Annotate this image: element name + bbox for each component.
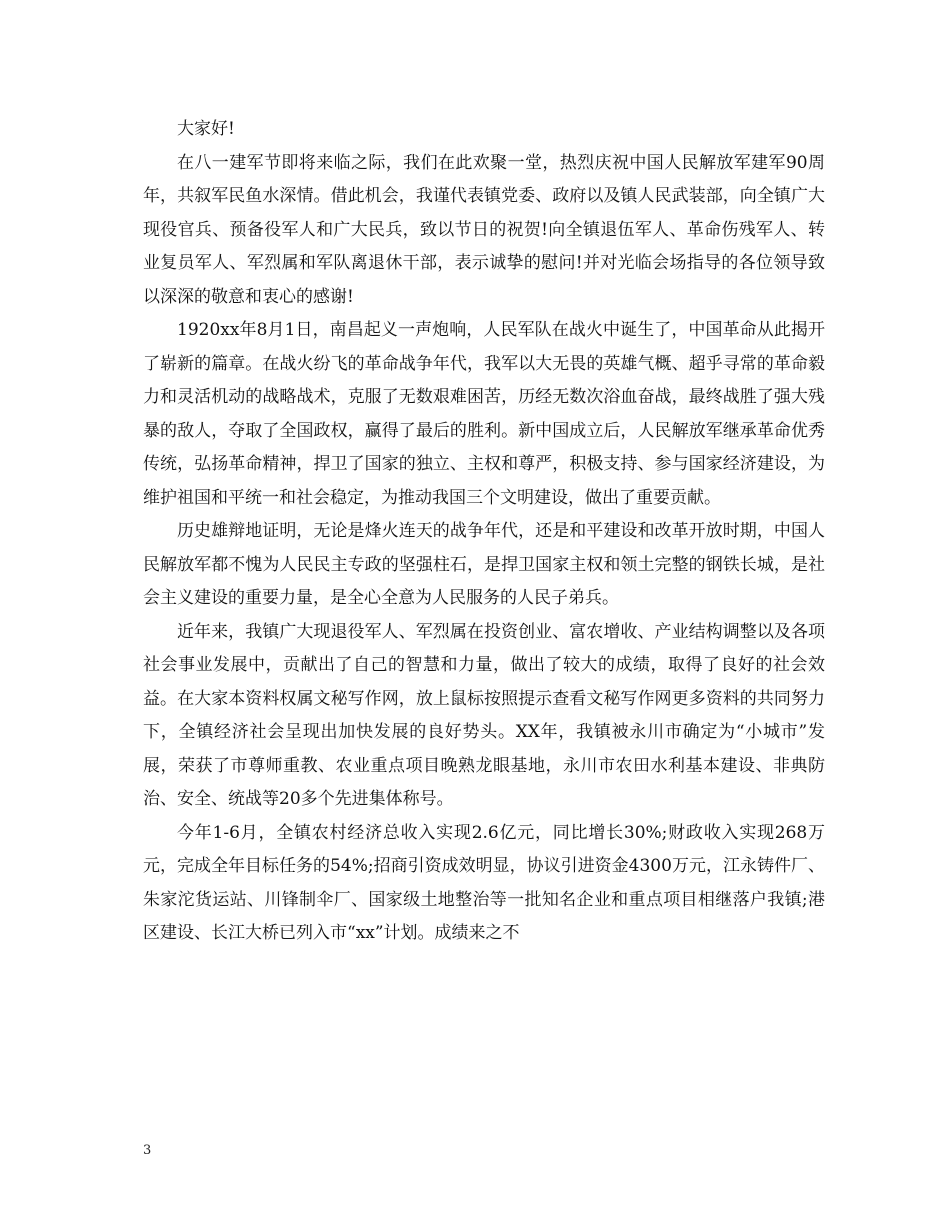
body-paragraph: 1920xx年8月1日，南昌起义一声炮响，人民军队在战火中诞生了，中国革命从此揭开了崭新的篇章。在战火纷飞的革命战争年代，我军以大无畏的英雄气概、超乎寻常的革命毅力和灵活机动的战略战术，克服了无数艰难困苦，历经无数次浴血奋战，最终战胜了强大残暴的敌人，夺取了全国政权，赢得了最后的胜利。新中国成立后，人民解放军继承革命优秀传统，弘扬革命精神，捍卫了国家的独立、主权和尊严，积极支持、参与国家经济建设，为维护祖国和平统一和社会稳定，为推动我国三个文明建设，做出了重要贡献。 <box>143 320 825 508</box>
body-text <box>143 113 825 951</box>
body-paragraph: 在八一建军节即将来临之际，我们在此欢聚一堂，热烈庆祝中国人民解放军建军90周年，共叙军民鱼水深情。借此机会，我谨代表镇党委、政府以及镇人民武装部，向全镇广大现役官兵、预备役军人和广大民兵，致以节日的祝贺!向全镇退伍军人、革命伤残军人、转业复员军人、军烈属和军队离退休干部，表示诚挚的慰问!并对光临会场指导的各位领导致以深深的敬意和衷心的感谢! <box>143 152 825 307</box>
page-number: 3 <box>143 1143 152 1158</box>
body-paragraph: 今年1-6月，全镇农村经济总收入实现2.6亿元，同比增长30%;财政收入实现268万元，完成全年目标任务的54%;招商引资成效明显，协议引进资金4300万元，江永铸件厂、朱家沱货运站、川锋制伞厂、国家级土地整治等一批知名企业和重点项目相继落户我镇;港区建设、长江大桥已列入市“xx”计划。成绩来之不 <box>143 822 825 943</box>
greeting-paragraph: 大家好! <box>177 119 235 139</box>
body-paragraph: 历史雄辩地证明，无论是烽火连天的战争年代，还是和平建设和改革开放时期，中国人民解放军都不愧为人民民主专政的坚强柱石，是捍卫国家主权和领土完整的钢铁长城，是社会主义建设的重要力量，是全心全意为人民服务的人民子弟兵。 <box>143 521 825 608</box>
body-paragraph: 近年来，我镇广大现退役军人、军烈属在投资创业、富农增收、产业结构调整以及各项社会事业发展中，贡献出了自己的智慧和力量，做出了较大的成绩，取得了良好的社会效益。在大家本资料权属文秘写作网，放上鼠标按照提示查看文秘写作网更多资料的共同努力下，全镇经济社会呈现出加快发展的良好势头。XX年，我镇被永川市确定为“小城市”发展，荣获了市尊师重教、农业重点项目晚熟龙眼基地，永川市农田水利基本建设、非典防治、安全、统战等20多个先进集体称号。 <box>143 621 825 809</box>
